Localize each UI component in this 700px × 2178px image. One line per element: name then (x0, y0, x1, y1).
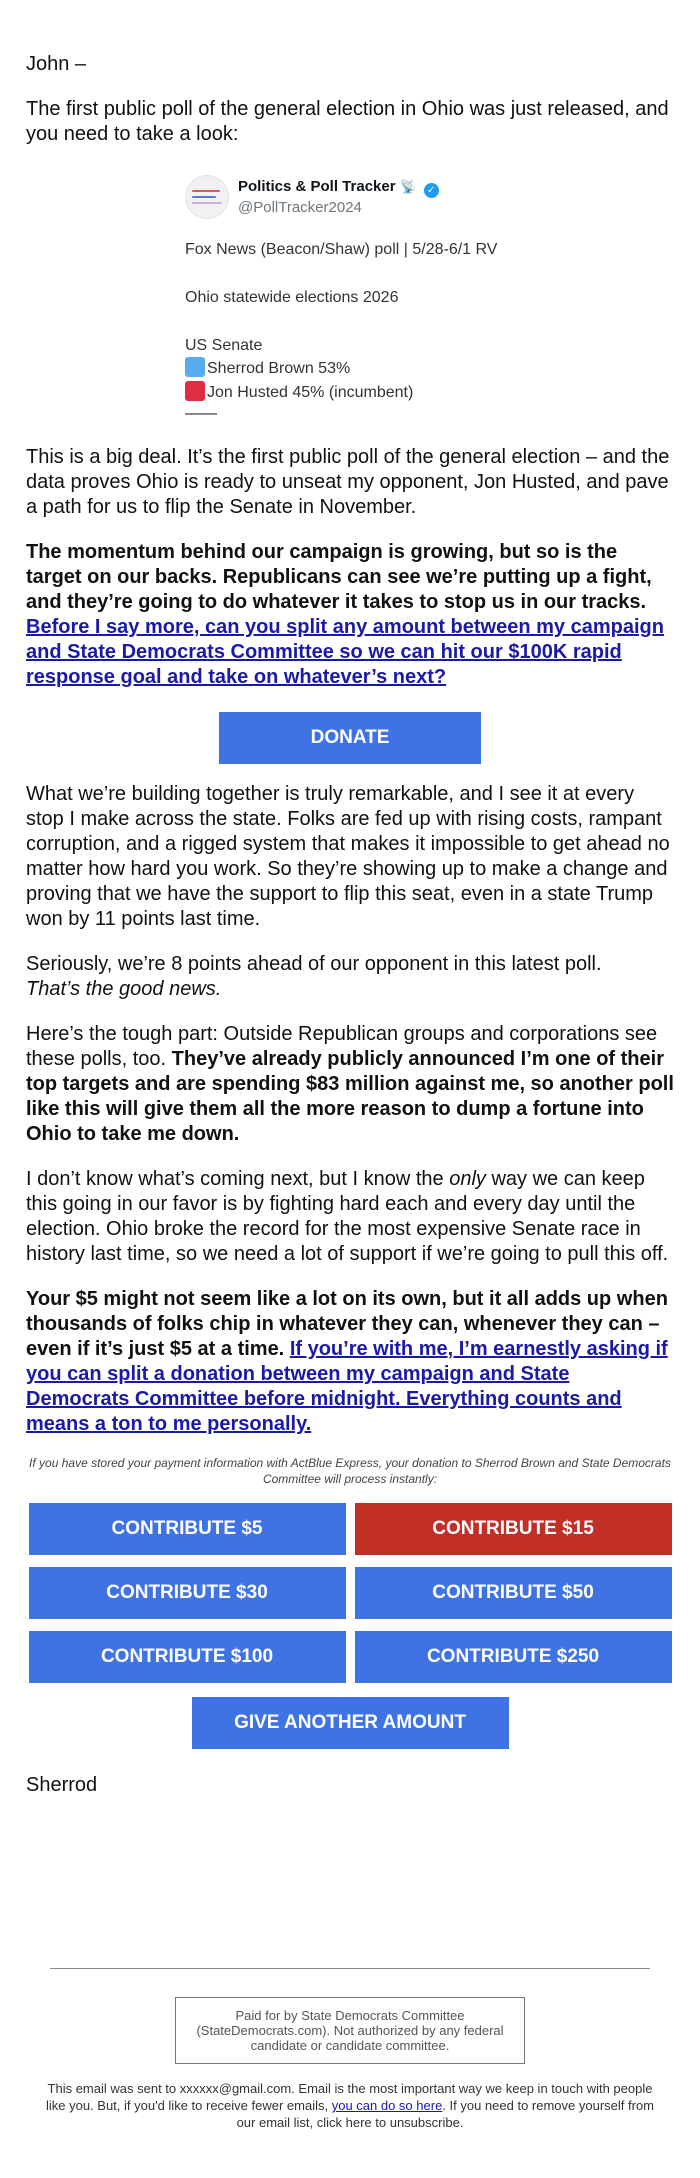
blue-square-icon (185, 357, 205, 377)
paragraph-2 (26, 540, 674, 690)
contribute-15-button[interactable]: CONTRIBUTE $15 (355, 1503, 672, 1555)
paid-for-box: Paid for by State Democrats Committee (StateDemocrats.com). Not authorized by any federal candidate or candidate committee. (175, 1997, 525, 2064)
paragraph-6-a: I don’t know what’s coming next, but I know the (26, 1168, 444, 1190)
satellite-icon: 📡 (400, 178, 417, 194)
paragraph-6-italic: only (449, 1168, 486, 1190)
contribute-250-button[interactable]: CONTRIBUTE $250 (355, 1631, 672, 1683)
candidate-1: Sherrod Brown 53% (207, 360, 351, 377)
paragraph-6 (26, 1167, 674, 1267)
tweet-author-name: Politics & Poll Tracker (238, 177, 396, 195)
paragraph-6-b: way we can keep this going in our favor is by fighting hard each and every day until the election. Ohio broke the record for the most expensive Senate race in history last time, so we need a lot of support if we’re going to pull this off. (26, 1168, 669, 1265)
greeting: John – (26, 53, 87, 75)
paragraph-4-italic: That’s the good news. (26, 978, 222, 1000)
paragraph-5-bold: They’ve already publicly announced I’m one of their top targets and are spending $83 million against me, so another poll like this will give them all the more reason to dump a fortune into Ohio to take me down. (26, 1048, 674, 1145)
contribute-50-button[interactable]: CONTRIBUTE $50 (355, 1567, 672, 1619)
paragraph-4-text: Seriously, we’re 8 points ahead of our opponent in this latest poll. (26, 953, 602, 975)
tweet-line: US Senate (185, 337, 263, 354)
candidate-row (185, 357, 515, 381)
fewer-emails-link[interactable]: you can do so here (331, 2098, 443, 2113)
intro-paragraph: The first public poll of the general election in Ohio was just released, and you need to take a look: (26, 98, 669, 145)
footer-text-a: This email was sent to xxxxxx@gmail.com. Email is the most important way we keep in touch with people like you. But, if you'd like to receive fewer emails, (45, 2081, 653, 2113)
tweet-line: Ohio statewide elections 2026 (185, 289, 399, 306)
contribute-5-button[interactable]: CONTRIBUTE $5 (29, 1503, 346, 1555)
paragraph-7 (26, 1287, 674, 1437)
paragraph-7-bold: Your $5 might not seem like a lot on its own, but it all adds up when thousands of folks chip in whatever they can, whenever they can – even if it’s just $5 at a time. (26, 1288, 668, 1360)
donate-link-2[interactable]: If you’re with me, I’m earnestly asking if you can split a donation between my campaign and State Democrats Committee before midnight. Everything counts and means a ton to me personally. (26, 1338, 668, 1435)
paragraph-5-plain: Here’s the tough part: Outside Republican groups and corporations see these polls, too. (26, 1023, 658, 1070)
contribute-30-button[interactable]: CONTRIBUTE $30 (29, 1567, 346, 1619)
contribute-100-button[interactable]: CONTRIBUTE $100 (29, 1631, 346, 1683)
donate-link-1[interactable]: Before I say more, can you split any amount between my campaign and State Democrats Committee so we can hit our $100K rapid response goal and take on whatever’s next? (26, 616, 664, 688)
tweet-line: Fox News (Beacon/Shaw) poll | 5/28-6/1 RV (185, 241, 498, 258)
paragraph-3: What we’re building together is truly remarkable, and I see it at every stop I make across the state. Folks are fed up with rising costs, rampant corruption, and a rigged system that makes it impossible to get ahead no matter how hard you work. So they’re showing up to make a change and proving that we have the support to flip this seat, even in a state Trump won by 11 points last time. (26, 783, 670, 930)
candidate-row (185, 381, 515, 405)
contribute-grid (29, 1503, 672, 1683)
candidate-2: Jon Husted 45% (incumbent) (207, 384, 414, 401)
tweet-handle: @PollTracker2024 (238, 198, 362, 216)
footer-text (0, 2080, 700, 2131)
embedded-tweet[interactable] (185, 175, 515, 423)
avatar (185, 175, 229, 219)
paragraph-1: This is a big deal. It’s the first public poll of the general election – and the data proves Ohio is ready to unseat my opponent, Jon Husted, and pave a path for us to flip the Senate in November. (26, 446, 670, 518)
verified-icon: ✓ (424, 183, 439, 198)
footer-text-b: . If you need to remove yourself from our email list, click here to unsubscribe. (236, 2098, 655, 2130)
donate-button[interactable]: DONATE (219, 712, 481, 764)
tweet-divider: —— (185, 405, 217, 422)
paragraph-2-bold: The momentum behind our campaign is growing, but so is the target on our backs. Republicans can see we’re putting up a fight, and they’re going to do whatever it takes to stop us in our tracks. (26, 541, 652, 613)
red-square-icon (185, 381, 205, 401)
paragraph-4 (26, 952, 674, 1002)
actblue-disclaimer: If you have stored your payment information with ActBlue Express, your donation to Sherrod Brown and State Democrats Committee will process instantly: (29, 1456, 671, 1486)
signoff: Sherrod (26, 1774, 98, 1796)
paragraph-5 (26, 1022, 674, 1147)
give-another-amount-button[interactable]: GIVE ANOTHER AMOUNT (192, 1697, 509, 1749)
